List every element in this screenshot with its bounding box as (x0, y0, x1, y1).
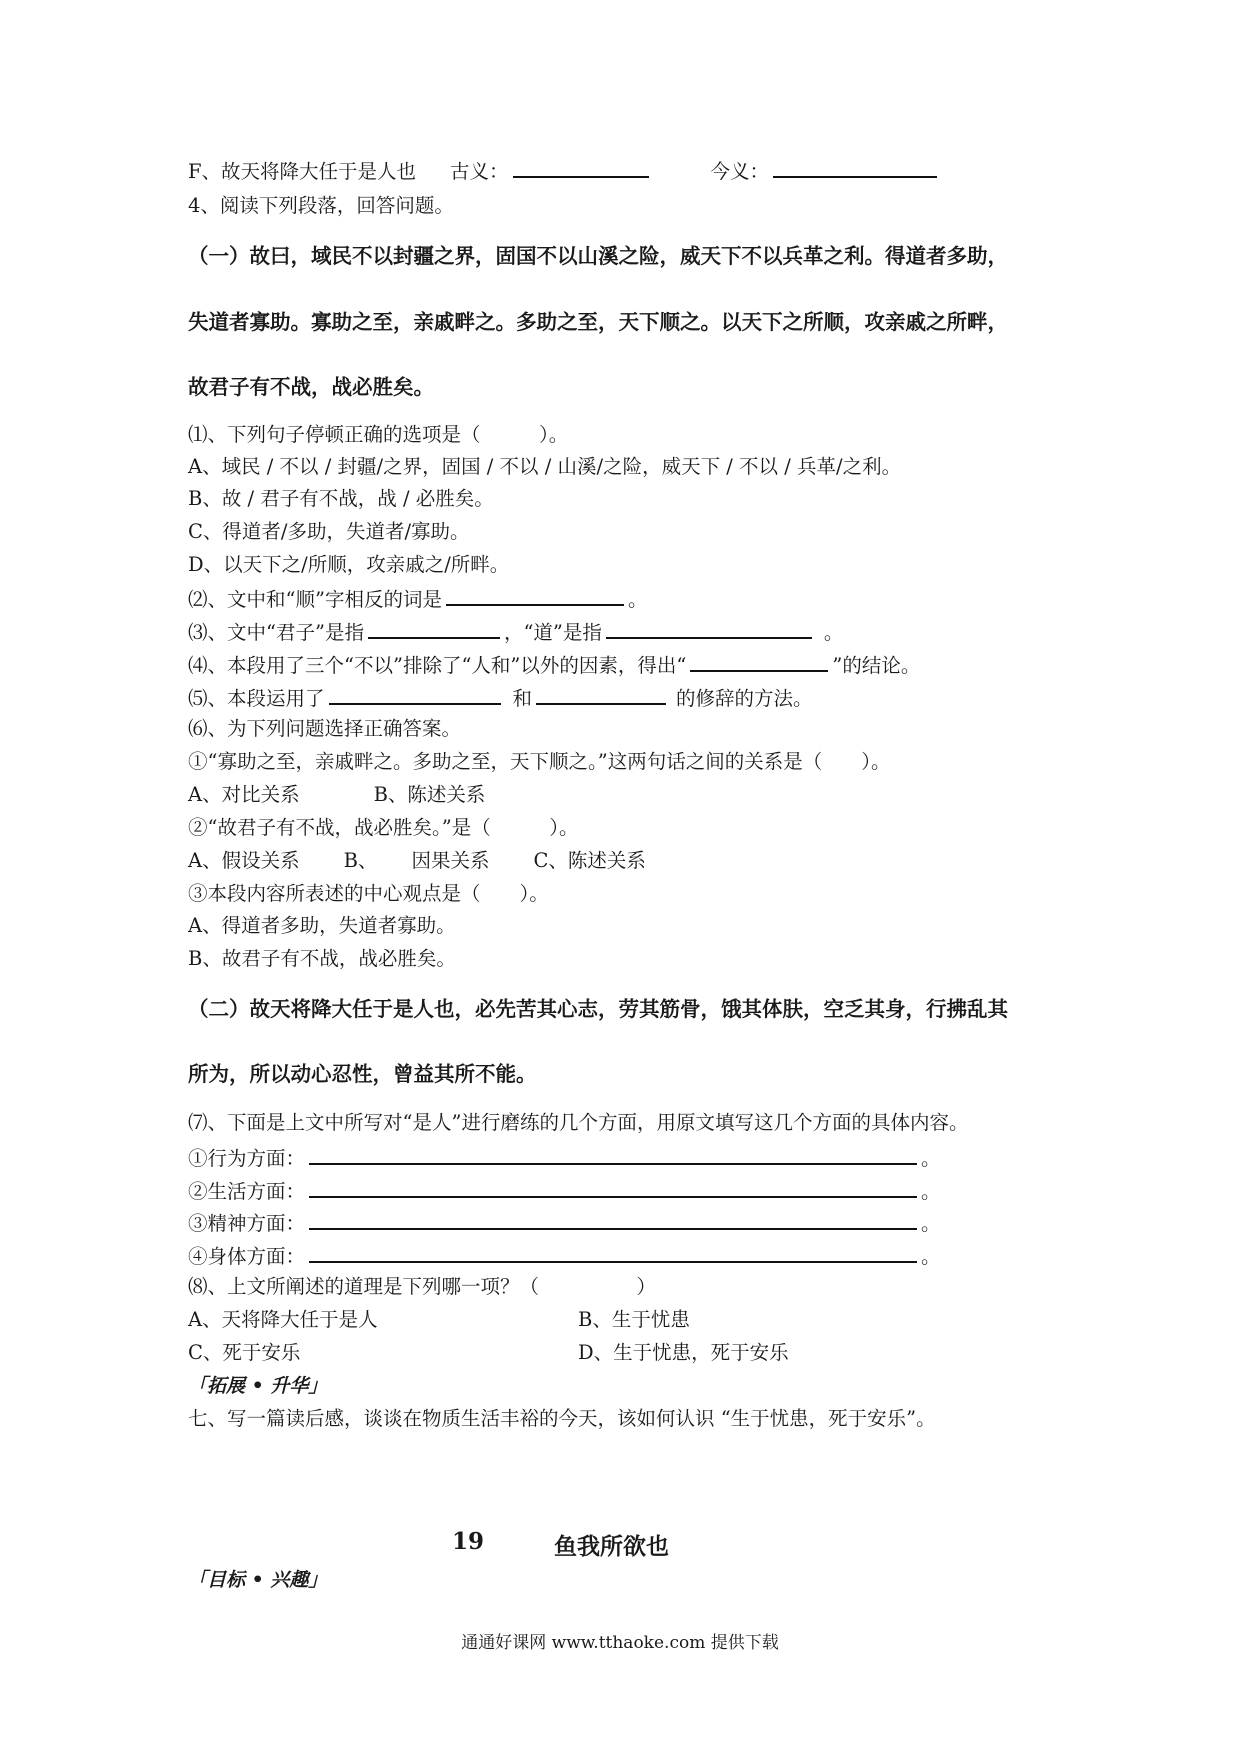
section-heading-extension: 「拓展 • 升华」 (188, 1375, 328, 1397)
answer-blank-jin[interactable] (773, 156, 937, 178)
question-6-stem: ⑹、为下列问题选择正确答案。 (188, 717, 462, 740)
answer-blank-q7-3[interactable] (309, 1208, 917, 1230)
question-1-stem: ⑴、下列句子停顿正确的选项是（ ）。 (188, 423, 569, 446)
question-1-option-c: C、得道者/多助，失道者/寡助。 (188, 520, 470, 543)
question-7-row-3: ③精神方面： 。 (188, 1208, 941, 1237)
question-5: ⑸、本段运用了 和 的修辞的方法。 (188, 683, 813, 712)
passage-1-line-3: 故君子有不战，战必胜矣。 (188, 375, 434, 399)
question-4: 4、阅读下列段落，回答问题。 (188, 194, 454, 217)
question-4-sub: ⑷、本段用了三个“不以”排除了“人和”以外的因素，得出“ ”的结论。 (188, 650, 920, 679)
question-8-stem: ⑻、上文所阐述的道理是下列哪一项？（ ） (188, 1275, 657, 1298)
question-7-stem: ⑺、下面是上文中所写对“是人”进行磨练的几个方面，用原文填写这几个方面的具体内容。 (188, 1111, 969, 1134)
question-7-row-1: ①行为方面： 。 (188, 1143, 941, 1172)
question-1-option-a: A、域民 / 不以 / 封疆/之界，固国 / 不以 / 山溪/之险，威天下 / 不以 / 兵革/之利。 (188, 455, 902, 478)
lesson-title: 鱼我所欲也 (554, 1533, 669, 1560)
question-3: ⑶、文中“君子”是指 ，“道”是指 。 (188, 617, 843, 646)
answer-blank-q7-2[interactable] (309, 1176, 917, 1198)
answer-blank-gu[interactable] (513, 156, 649, 178)
question-f: F、故天将降大任于是人也 古义： 今义： (188, 156, 941, 185)
question-6-sub-2: ②“故君子有不战，战必胜矣。”是（ ）。 (188, 816, 579, 839)
section-heading-goals: 「目标 • 兴趣」 (188, 1569, 328, 1591)
question-6-sub-1-options: A、对比关系 B、陈述关系 (188, 783, 486, 806)
question-1-option-b: B、故 / 君子有不战，战 / 必胜矣。 (188, 487, 494, 510)
question-2: ⑵、文中和“顺”字相反的词是 。 (188, 584, 647, 613)
question-seven: 七、写一篇读后感，谈谈在物质生活丰裕的今天，该如何认识 “生于忧患，死于安乐”。 (188, 1407, 936, 1430)
question-6-sub-3: ③本段内容所表述的中心观点是（ ）。 (188, 882, 549, 905)
answer-blank-q4[interactable] (690, 650, 828, 672)
answer-blank-q3-dao[interactable] (606, 617, 812, 639)
answer-blank-q3-junzi[interactable] (368, 617, 500, 639)
answer-blank-q5-2[interactable] (536, 683, 666, 705)
passage-1-line-1: （一）故曰，域民不以封疆之界，固国不以山溪之险，威天下不以兵革之利。得道者多助， (188, 244, 1008, 268)
passage-2-line-1: （二）故天将降大任于是人也，必先苦其心志，劳其筋骨，饿其体肤，空乏其身，行拂乱其 (188, 997, 1008, 1021)
question-8-option-a: A、天将降大任于是人 (188, 1308, 378, 1331)
question-6-sub-3-option-a: A、得道者多助，失道者寡助。 (188, 914, 456, 937)
question-1-option-d: D、以天下之/所顺，攻亲戚之/所畔。 (188, 553, 510, 576)
question-8-option-d: D、生于忧患，死于安乐 (578, 1341, 789, 1364)
page-footer: 通通好课网 www.tthaoke.com 提供下载 (461, 1633, 779, 1653)
passage-1-line-2: 失道者寡助。寡助之至，亲戚畔之。多助之至，天下顺之。以天下之所顺，攻亲戚之所畔， (188, 310, 1008, 334)
question-7-row-2: ②生活方面： 。 (188, 1176, 941, 1205)
answer-blank-q2[interactable] (446, 584, 624, 606)
question-6-sub-3-option-b: B、故君子有不战，战必胜矣。 (188, 947, 456, 970)
question-6-sub-1: ①“寡助之至，亲戚畔之。多助之至，天下顺之。”这两句话之间的关系是（ ）。 (188, 750, 891, 773)
question-6-sub-2-options: A、假设关系 B、 因果关系 C、陈述关系 (188, 849, 646, 872)
question-8-option-b: B、生于忧患 (578, 1308, 690, 1331)
answer-blank-q7-4[interactable] (309, 1241, 917, 1263)
question-7-row-4: ④身体方面： 。 (188, 1241, 941, 1270)
lesson-number: 19 (452, 1528, 485, 1555)
answer-blank-q7-1[interactable] (309, 1143, 917, 1165)
question-8-option-c: C、死于安乐 (188, 1341, 301, 1364)
answer-blank-q5-1[interactable] (329, 683, 501, 705)
passage-2-line-2: 所为，所以动心忍性，曾益其所不能。 (188, 1062, 537, 1086)
